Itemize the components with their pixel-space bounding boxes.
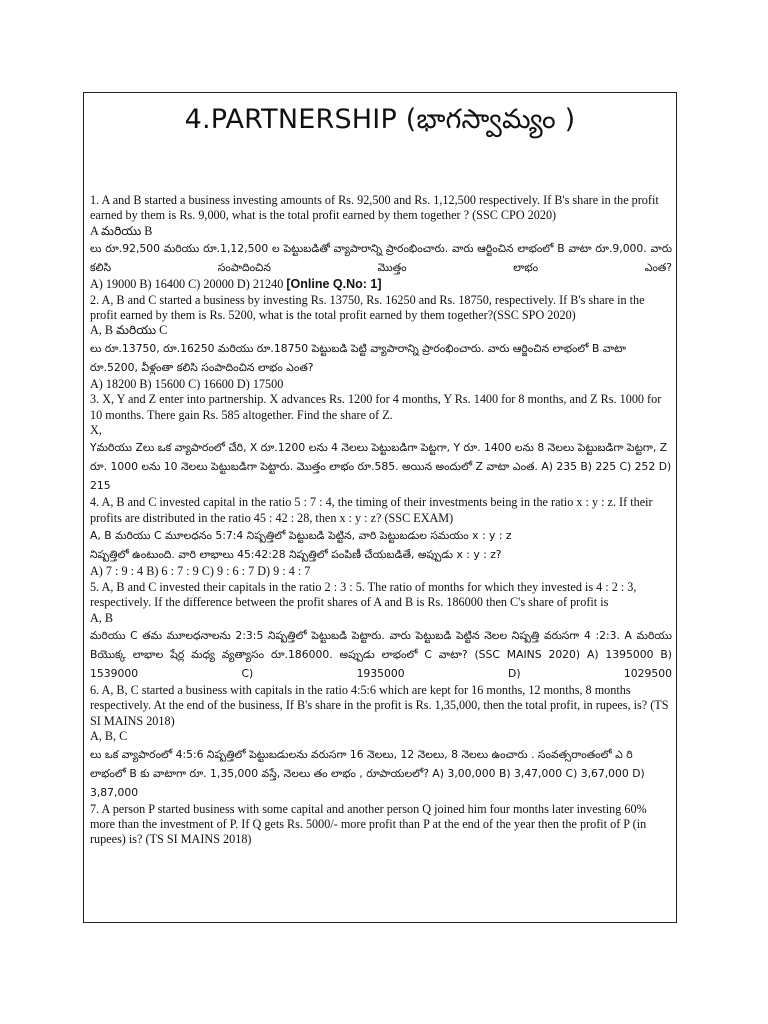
- options-text: A) 19000 B) 16400 C) 20000 D) 21240: [90, 277, 287, 292]
- question-options: [90, 277, 672, 292]
- page-title: 4.PARTNERSHIP (భాగస్వామ్యం ): [184, 104, 576, 135]
- question-text: 3. X, Y and Z enter into partnership. X advances Rs. 1200 for 4 months, Y Rs. 1400 for 8 months, and Z Rs. 1000 for 10 months. There gain Rs. 585 altogether. Find the share of Z.: [90, 392, 662, 422]
- question-telugu-text: మరియు C తమ మూలధనాలను 2:3:5 నిష్పత్తిలో పెట్టుబడి పెట్టారు. వారు పెట్టుబడి పెట్టిన నెలల నిష్పత్తి వరుసగా 4 :2:3. A మరియు Bయొక్క లాభాల షేర్ల మధ్య వ్యత్యాసం రూ.186000. అప్పుడు లాభంలో C వాటా? (SSC MAINS 2020) A) 1395000 B) 1539000 C) 1935000 D) 1029500: [90, 628, 672, 680]
- question-6: [90, 683, 672, 802]
- question-telugu-text: లు రూ.92,500 మరియు రూ.1,12,500 ల పెట్టుబడితో వ్యాపారాన్ని ప్రారంభించారు. వారు ఆర్జించిన లాభంలో B వాటా రూ.9,000. వారు కలిసి సంపాదించిన మొత్తం లాభం ఎంత?: [90, 242, 672, 275]
- question-telugu-head: A, B మరియు C: [90, 323, 168, 338]
- document-page: [83, 92, 677, 923]
- question-list: [90, 193, 672, 848]
- question-1: [90, 193, 672, 293]
- question-3: [90, 392, 672, 495]
- question-4: [90, 495, 672, 579]
- question-options: A) 7 : 9 : 4 B) 6 : 7 : 9 C) 9 : 6 : 7 D) 9 : 4 : 7: [90, 564, 311, 579]
- question-telugu-text: లు రూ.13750, రూ.16250 మరియు రూ.18750 పెట్టుబడి పెట్టి వ్యాపారాన్ని ప్రారంభించారు. వారు ఆర్జించిన లాభంలో B వాటా రూ.5200, వీళ్లంతా కలిసి సంపాదించిన లాభం ఎంత?: [90, 341, 626, 374]
- question-text: 6. A, B, C started a business with capitals in the ratio 4:5:6 which are kept for 16 months, 12 months, 8 months respectively. At the end of the business, If B's share in the profit is Rs. 1,35,000, then the total profit, in rupees, is? (TS SI MAINS 2018): [90, 682, 669, 728]
- question-5: [90, 580, 672, 683]
- question-telugu-head: X,: [90, 423, 102, 438]
- question-text: 4. A, B and C invested capital in the ratio 5 : 7 : 4, the timing of their investments being in the ratio x : y : z. If their profits are distributed in the ratio 45 : 42 : 28, then x : y : z? (SSC EXAM): [90, 495, 653, 525]
- question-7: [90, 802, 672, 848]
- question-telugu-head: A, B మరియు C మూలధనం 5:7:4 నిష్పత్తిలో పెట్టుబడి పెట్టిన, వారి పెట్టుబడుల సమయం x : y : z: [90, 529, 512, 543]
- question-telugu-text: Yమరియు Zలు ఒక వ్యాపారంలో చేరి, X రూ.1200 లను 4 నెలలు పెట్టుబడిగా పెట్టగా, Y రూ. 1400 లను 8 నెలలు పెట్టుబడిగా పెట్టగా, Z రూ. 1000 లను 10 నెలలు పెట్టుబడిగా పెట్టారు. మొత్తం లాభం రూ.585. అయిన అందులో Z వాటా ఎంత. A) 235 B) 225 C) 252 D) 215: [90, 441, 672, 493]
- question-text: 2. A, B and C started a business by investing Rs. 13750, Rs. 16250 and Rs. 18750, respectively. If B's share in the profit earned by them is Rs. 5200, what is the total profit earned by them together?(SSC SPO 2020): [90, 292, 645, 323]
- question-telugu-text: నిష్పత్తిలో ఉంటుంది. వారి లాభాలు 45:42:28 నిష్పత్తిలో పంపిణీ చేయబడితే, అప్పుడు x : y : z?: [90, 548, 502, 562]
- question-text: 5. A, B and C invested their capitals in the ratio 2 : 3 : 5. The ratio of months for which they invested is 4 : 2 : 3, respectively. If the difference between the profit shares of A and B is Rs. 186000 then C's share of profit is: [90, 579, 637, 610]
- question-text: 1. A and B started a business investing amounts of Rs. 92,500 and Rs. 1,12,500 respectively. If B's share in the profit earned by them is Rs. 9,000, what is the total profit earned by them together ? (SSC CPO 2020): [90, 193, 659, 223]
- question-text-continued: more than the investment of P. If Q gets Rs. 5000/- more profit than P at the end of the year then the profit of P (in rupees) is? (TS SI MAINS 2018): [90, 816, 647, 847]
- online-tag: [Online Q.No: 1]: [286, 277, 382, 292]
- question-telugu-head: A, B: [90, 610, 114, 625]
- question-2: [90, 293, 672, 393]
- question-options: A) 18200 B) 15600 C) 16600 D) 17500: [90, 376, 284, 391]
- question-telugu-text: లు ఒక వ్యాపారంలో 4:5:6 నిష్పత్తిలో పెట్టుబడులను వరుసగా 16 నెలలు, 12 నెలలు, 8 నెలలు ఉంచారు . సంవత్సరాంతంలో ఎ రి లాభంలో B కు వాటాగా రూ. 1,35,000 వస్తే, నెలలు తం లాభం , రూపాయలలో? A) 3,00,000 B) 3,47,000 C) 3,67,000 D) 3,87,000: [90, 747, 645, 799]
- question-text: 7. A person P started business with some capital and another person Q joined him four months later investing 60%: [90, 801, 647, 816]
- question-telugu-head: A మరియు B: [90, 223, 153, 238]
- question-telugu-head: A, B, C: [90, 729, 128, 744]
